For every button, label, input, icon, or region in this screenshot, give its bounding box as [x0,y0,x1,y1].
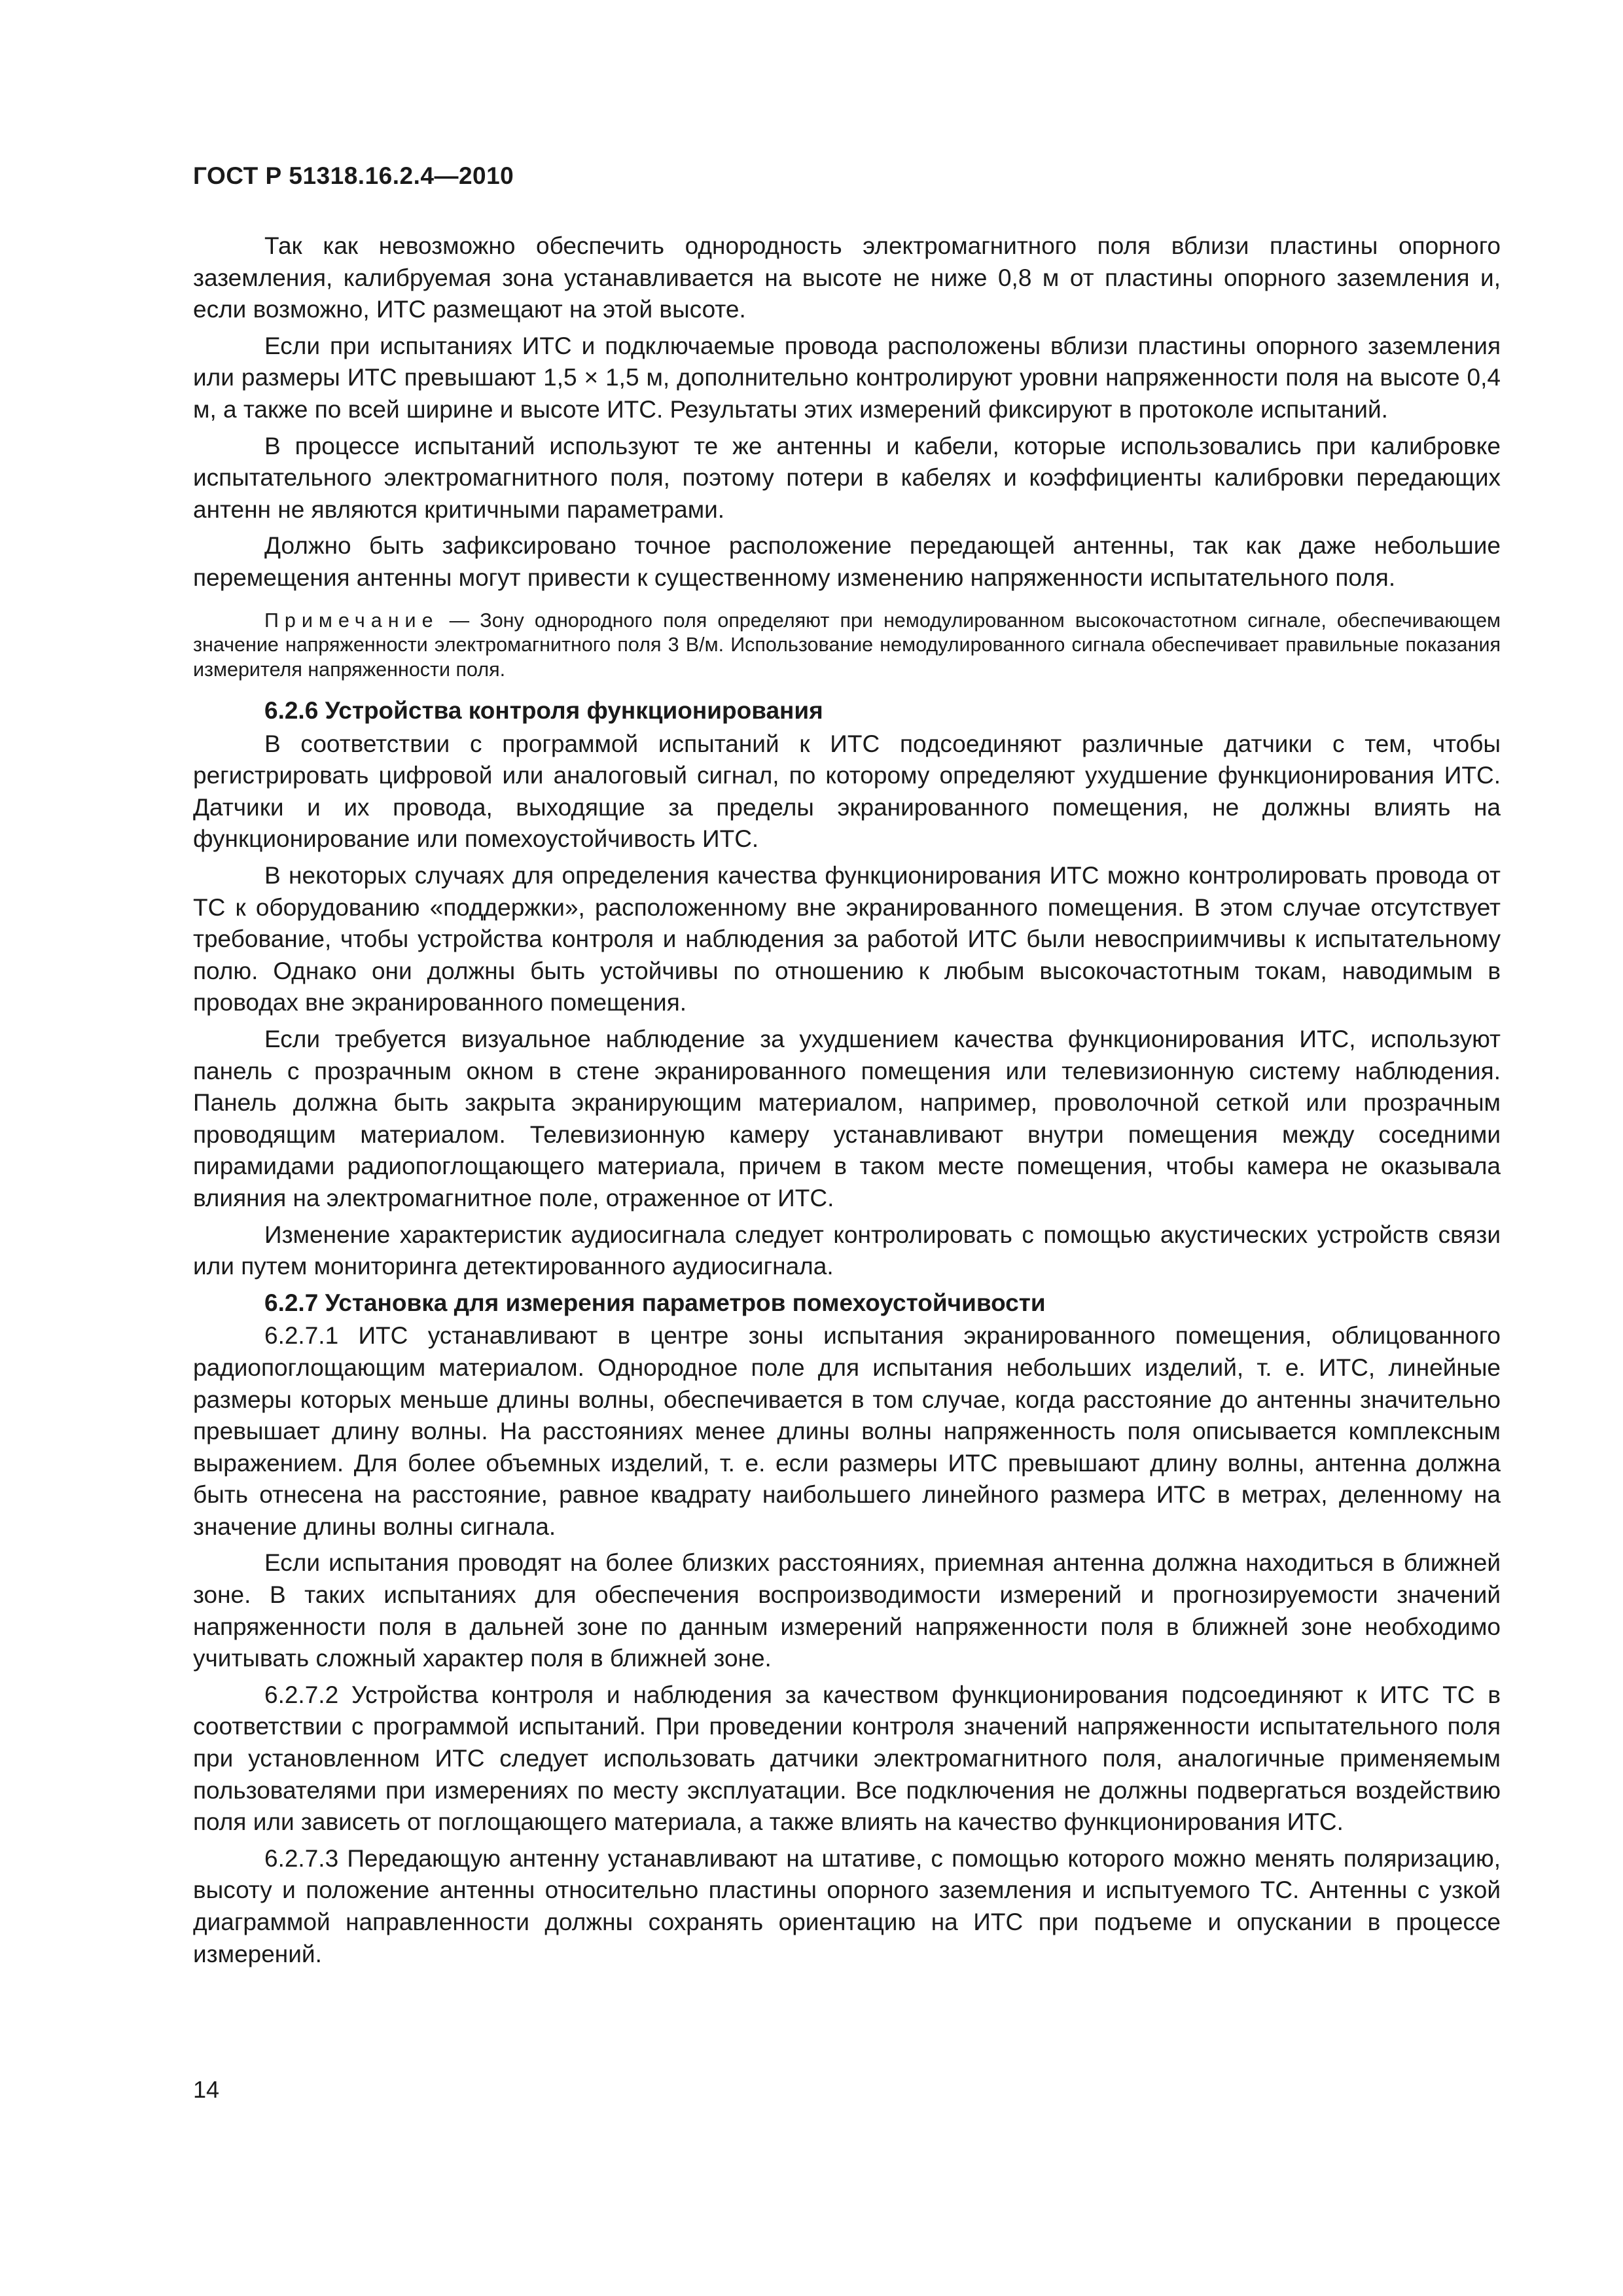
paragraph: 6.2.7.3 Передающую антенну устанавливают на штативе, с помощью которого можно менять поляризацию, высоту и положение антенны относительно пластины опорного заземления и испытуемого ТС. Антенны с узкой диаграммой направленности должны сохранять ориентацию на ИТС при подъеме и опускании в процессе измерений. [193,1844,1501,1967]
paragraph: Если требуется визуальное наблюдение за ухудшением качества функционирования ИТС, используют панель с прозрачным окном в стене экранированного помещения или телевизионную систему наблюдения. Панель должна быть закрыта экранирующим материалом, например, проволочной сеткой или прозрачным проводящим материалом. Телевизионную камеру устанавливают внутри помещения между соседними пирамидами радиопоглощающего материала, причем в таком месте помещения, чтобы камера не оказывала влияния на электромагнитное поле, отраженное от ИТС. [193,1025,1501,1211]
document-body [193,230,1501,1975]
paragraph: Изменение характеристик аудиосигнала следует контролировать с помощью акустических устройств связи или путем мониторинга детектированного аудиосигнала. [193,1221,1501,1280]
paragraph: 6.2.7.1 ИТС устанавливают в центре зоны испытания экранированного помещения, облицованного радиопоглощающим материалом. Однородное поле для испытания небольших изделий, т. е. ИТС, линейные размеры которых меньше длины волны, обеспечивается в том случае, когда расстояние до антенны значительно превышает длину волны. На расстояниях менее длины волны напряженность поля описывается комплексным выражением. Для более объемных изделий, т. е. если размеры ИТС превышают длину волны, антенна должна быть отнесена на расстояние, равное квадрату наибольшего линейного размера ИТС в метрах, деленному на значение длины волны сигнала. [193,1322,1501,1540]
paragraph: 6.2.7.2 Устройства контроля и наблюдения за качеством функционирования подсоединяют к ИТС ТС в соответствии с программой испытаний. При проведении контроля значений напряженности испытательного поля при установленном ИТС следует использовать датчики электромагнитного поля, аналогичные применяемым пользователями при измерениях по месту эксплуатации. Все подключения не должны подвергаться воздействию поля или зависеть от поглощающего материала, а также влиять на качество функционирования ИТС. [193,1681,1501,1836]
section-heading-6-2-7: 6.2.7 Установка для измерения параметров помехоустойчивости [264,1289,1046,1316]
paragraph: Должно быть зафиксировано точное расположение передающей антенны, так как даже небольшие перемещения антенны могут привести к существенному изменению напряженности испытательного поля. [193,532,1501,591]
paragraph: В соответствии с программой испытаний к ИТС подсоединяют различные датчики с тем, чтобы регистрировать цифровой или аналоговый сигнал, по которому определяют ухудшение функционирования ИТС. Датчики и их провода, выходящие за пределы экранированного помещения, не должны влиять на функционирование или помехоустойчивость ИТС. [193,730,1501,853]
paragraph: Если испытания проводят на более близких расстояниях, приемная антенна должна находиться в ближней зоне. В таких испытаниях для обеспечения воспроизводимости измерений и прогнозируемости значений напряженности поля в дальней зоне по данным измерений напряженности поля в ближней зоне необходимо учитывать сложный характер поля в ближней зоне. [193,1549,1501,1672]
paragraph: В некоторых случаях для определения качества функционирования ИТС можно контролировать провода от ТС к оборудованию «поддержки», расположенному вне экранированного помещения. В этом случае отсутствует требование, чтобы устройства контроля и наблюдения за работой ИТС были невосприимчивы к испытательному полю. Однако они должны быть устойчивы по отношению к любым высокочастотным токам, наводимым в проводах вне экранированного помещения. [193,862,1501,1016]
section-heading-6-2-6: 6.2.6 Устройства контроля функционирования [264,697,823,725]
paragraph: В процессе испытаний используют те же антенны и кабели, которые использовались при калибровке испытательного электромагнитного поля, поэтому потери в кабелях и коэффициенты калибровки передающих антенн не являются критичными параметрами. [193,432,1501,523]
note [193,609,1501,683]
page-number: 14 [193,2076,220,2103]
note-text: — Зону однородного поля определяют при немодулированном высокочастотном сигнале, обеспечивающем значение напряженности электромагнитного поля 3 В/м. Использование немодулированного сигнала обеспечивает правильные показания измерителя напряженности поля. [193,609,1501,681]
note-label: Примечание [264,609,439,632]
paragraph: Если при испытаниях ИТС и подключаемые провода расположены вблизи пластины опорного заземления или размеры ИТС превышают 1,5 × 1,5 м, дополнительно контролируют уровни напряженности поля на высоте 0,4 м, а также по всей ширине и высоте ИТС. Результаты этих измерений фиксируют в протоколе испытаний. [193,332,1501,423]
document-header: ГОСТ Р 51318.16.2.4—2010 [193,162,514,189]
paragraph: Так как невозможно обеспечить однородность электромагнитного поля вблизи пластины опорного заземления, калибруемая зона устанавливается на высоте не ниже 0,8 м от пластины опорного заземления и, если возможно, ИТС размещают на этой высоте. [193,232,1501,323]
